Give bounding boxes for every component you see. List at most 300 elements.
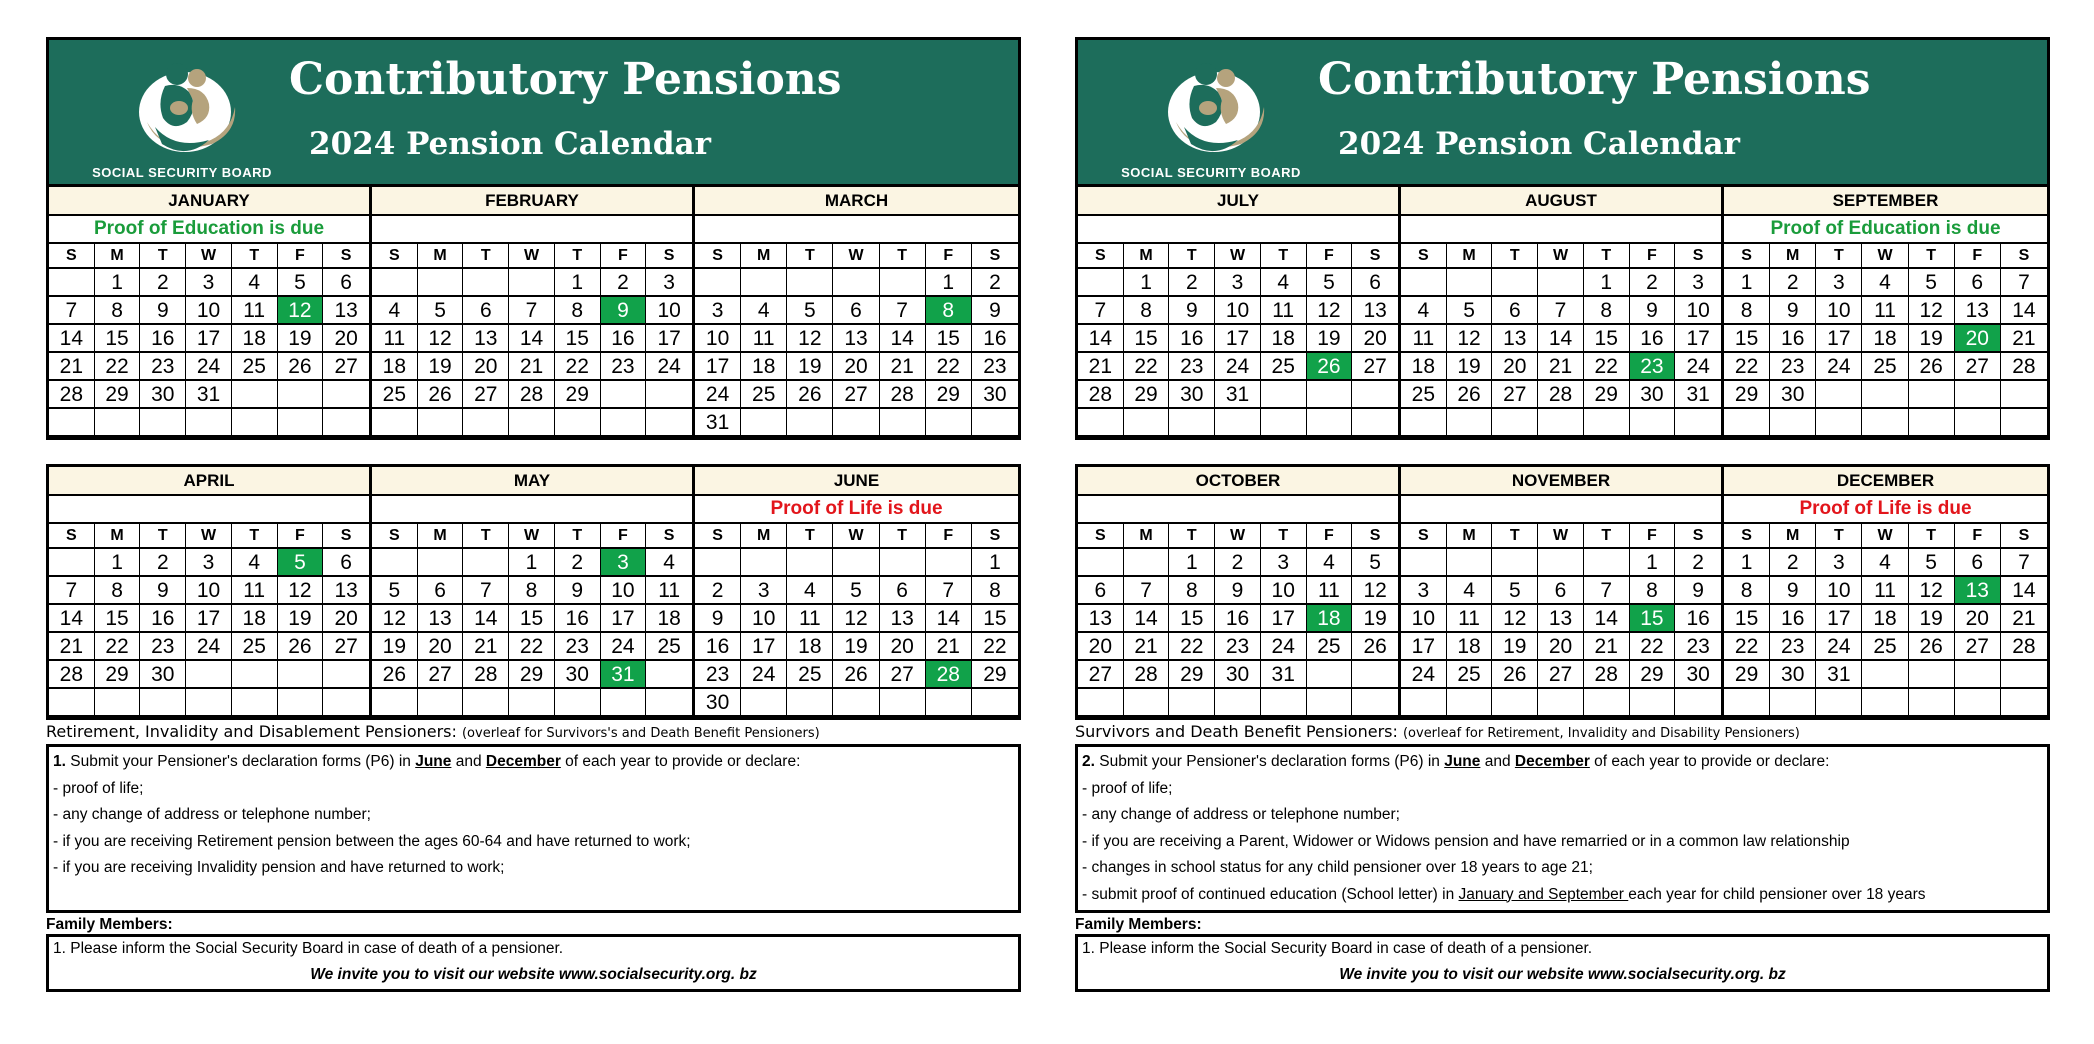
section-heading — [46, 720, 1021, 744]
day-cell: 2 — [1770, 549, 1816, 577]
empty-cell — [1955, 409, 2001, 437]
family-note: 1. Please inform the Social Security Board in case of death of a pensioner. — [53, 940, 564, 957]
empty-cell — [463, 689, 509, 717]
day-cell: 10 — [1675, 297, 1721, 325]
day-cell: 3 — [1816, 269, 1862, 297]
empty-cell — [1124, 689, 1170, 717]
payment-day-cell: 23 — [1630, 353, 1676, 381]
day-cell: 25 — [1307, 633, 1353, 661]
day-cell: 1 — [509, 549, 555, 577]
day-cell: 27 — [323, 633, 369, 661]
day-cell: 29 — [1584, 381, 1630, 409]
day-cell: 11 — [1401, 325, 1447, 353]
day-cell: 14 — [1538, 325, 1584, 353]
weekday-header: W — [1215, 244, 1261, 269]
day-cell: 26 — [833, 661, 879, 689]
instruction-text: and — [1480, 753, 1515, 770]
empty-cell — [1816, 381, 1862, 409]
spacer — [1075, 440, 2050, 464]
month-name: JANUARY — [49, 187, 369, 216]
day-cell: 5 — [1352, 549, 1398, 577]
day-cell: 27 — [1492, 381, 1538, 409]
day-cell: 23 — [601, 353, 647, 381]
day-cell: 13 — [880, 605, 926, 633]
day-cell: 2 — [1770, 269, 1816, 297]
day-cell: 5 — [278, 269, 324, 297]
day-cell: 17 — [646, 325, 692, 353]
empty-cell — [1538, 409, 1584, 437]
day-cell: 1 — [1124, 269, 1170, 297]
empty-cell — [741, 689, 787, 717]
empty-cell — [509, 409, 555, 437]
day-cell: 4 — [1261, 269, 1307, 297]
empty-cell — [1675, 689, 1721, 717]
weekday-header: S — [972, 524, 1018, 549]
weekday-header: T — [880, 524, 926, 549]
day-cell: 21 — [1078, 353, 1124, 381]
day-cell: 7 — [463, 577, 509, 605]
day-cell: 2 — [1169, 269, 1215, 297]
day-cell: 11 — [232, 297, 278, 325]
day-cell: 7 — [509, 297, 555, 325]
empty-cell — [232, 381, 278, 409]
day-cell: 3 — [1401, 577, 1447, 605]
month-name: DECEMBER — [1724, 467, 2047, 496]
day-cell: 5 — [787, 297, 833, 325]
weekday-header: S — [49, 524, 95, 549]
month-grid — [1724, 524, 2047, 717]
day-cell: 28 — [1538, 381, 1584, 409]
weekday-header: S — [1724, 524, 1770, 549]
empty-cell — [1078, 409, 1124, 437]
empty-cell — [1909, 689, 1955, 717]
weekday-header: S — [646, 244, 692, 269]
day-cell: 25 — [787, 661, 833, 689]
day-cell: 14 — [509, 325, 555, 353]
weekday-header: T — [232, 524, 278, 549]
day-cell: 10 — [695, 325, 741, 353]
day-cell: 18 — [1447, 633, 1493, 661]
weekday-header: S — [1401, 244, 1447, 269]
weekday-header: M — [1770, 244, 1816, 269]
empty-cell — [278, 689, 324, 717]
month-grid — [49, 524, 369, 717]
day-cell: 22 — [1124, 353, 1170, 381]
instruction-text: and — [451, 753, 486, 770]
empty-cell — [49, 549, 95, 577]
empty-cell — [509, 269, 555, 297]
empty-cell — [1401, 549, 1447, 577]
page-subtitle: 2024 Pension Calendar — [309, 126, 711, 162]
day-cell: 26 — [1909, 633, 1955, 661]
day-cell: 2 — [140, 269, 186, 297]
day-cell: 20 — [418, 633, 464, 661]
day-cell: 31 — [1816, 661, 1862, 689]
empty-cell — [787, 549, 833, 577]
day-cell: 5 — [1909, 269, 1955, 297]
day-cell: 11 — [741, 325, 787, 353]
day-cell: 1 — [1169, 549, 1215, 577]
weekday-header: T — [463, 244, 509, 269]
months-row — [1075, 464, 2050, 720]
day-cell: 10 — [186, 577, 232, 605]
day-cell: 8 — [972, 577, 1018, 605]
instruction-text: January and September — [1458, 885, 1629, 903]
day-cell: 17 — [1261, 605, 1307, 633]
day-cell: 9 — [140, 577, 186, 605]
empty-cell — [1538, 689, 1584, 717]
day-cell: 22 — [926, 353, 972, 381]
family-note: 1. Please inform the Social Security Board in case of death of a pensioner. — [1082, 940, 1593, 957]
family-box — [46, 934, 1021, 992]
weekday-header: F — [601, 524, 647, 549]
day-cell: 27 — [418, 661, 464, 689]
day-cell: 9 — [1675, 577, 1721, 605]
day-cell: 21 — [463, 633, 509, 661]
weekday-header: F — [926, 244, 972, 269]
day-cell: 18 — [1862, 325, 1908, 353]
instruction-line — [53, 776, 1014, 803]
empty-cell — [646, 661, 692, 689]
empty-cell — [1955, 381, 2001, 409]
day-cell: 29 — [926, 381, 972, 409]
day-cell: 24 — [1215, 353, 1261, 381]
day-cell: 22 — [1584, 353, 1630, 381]
weekday-header: T — [1492, 244, 1538, 269]
page-title: Contributory Pensions — [289, 54, 842, 105]
instruction-text: - changes in school status for any child pensioner over 18 years to age 21; — [1082, 859, 1593, 876]
day-cell: 25 — [646, 633, 692, 661]
day-cell: 23 — [972, 353, 1018, 381]
day-cell: 19 — [1307, 325, 1353, 353]
empty-cell — [1538, 269, 1584, 297]
weekday-header: F — [278, 244, 324, 269]
weekday-header: F — [1630, 244, 1676, 269]
day-cell: 3 — [646, 269, 692, 297]
day-cell: 8 — [1724, 577, 1770, 605]
day-cell: 17 — [186, 605, 232, 633]
day-cell: 6 — [323, 549, 369, 577]
day-cell: 15 — [95, 325, 141, 353]
day-cell: 1 — [972, 549, 1018, 577]
empty-cell — [463, 409, 509, 437]
month-note — [372, 496, 692, 524]
day-cell: 8 — [95, 297, 141, 325]
day-cell: 14 — [463, 605, 509, 633]
calendar-panel — [46, 37, 1021, 992]
weekday-header: F — [1630, 524, 1676, 549]
weekday-header: M — [418, 524, 464, 549]
day-cell: 15 — [972, 605, 1018, 633]
instruction-text: - if you are receiving Invalidity pension and have returned to work; — [53, 859, 505, 876]
day-cell: 14 — [926, 605, 972, 633]
section-subtitle: (overleaf for Survivors's and Death Benefit Pensioners) — [461, 726, 820, 741]
empty-cell — [1352, 689, 1398, 717]
day-cell: 15 — [509, 605, 555, 633]
day-cell: 22 — [509, 633, 555, 661]
website-invite: We invite you to visit our website www.socialsecurity.org. bz — [310, 966, 757, 983]
empty-cell — [1352, 409, 1398, 437]
empty-cell — [1078, 689, 1124, 717]
day-cell: 30 — [140, 381, 186, 409]
day-cell: 2 — [1675, 549, 1721, 577]
empty-cell — [926, 549, 972, 577]
instruction-line — [1082, 829, 2043, 856]
payment-day-cell: 20 — [1955, 325, 2001, 353]
day-cell: 19 — [278, 325, 324, 353]
weekday-header: S — [1078, 244, 1124, 269]
day-cell: 29 — [95, 381, 141, 409]
day-cell: 4 — [1862, 549, 1908, 577]
day-cell: 6 — [418, 577, 464, 605]
instruction-line — [1082, 749, 2043, 776]
section-title: Retirement, Invalidity and Disablement Pensioners: — [46, 722, 457, 741]
empty-cell — [1078, 269, 1124, 297]
weekday-header: F — [926, 524, 972, 549]
instruction-text: December — [485, 753, 561, 770]
day-cell: 18 — [232, 325, 278, 353]
day-cell: 8 — [95, 577, 141, 605]
day-cell: 4 — [1307, 549, 1353, 577]
weekday-header: F — [278, 524, 324, 549]
empty-cell — [1261, 689, 1307, 717]
empty-cell — [926, 409, 972, 437]
weekday-header: W — [833, 524, 879, 549]
months-row — [1075, 187, 2050, 440]
weekday-header: S — [2001, 524, 2047, 549]
day-cell: 21 — [926, 633, 972, 661]
weekday-header: F — [1307, 524, 1353, 549]
day-cell: 6 — [880, 577, 926, 605]
day-cell: 2 — [1630, 269, 1676, 297]
instruction-text: December — [1514, 753, 1590, 770]
empty-cell — [880, 269, 926, 297]
day-cell: 7 — [49, 297, 95, 325]
day-cell: 5 — [1447, 297, 1493, 325]
day-cell: 15 — [555, 325, 601, 353]
weekday-header: W — [1862, 524, 1908, 549]
day-cell: 10 — [601, 577, 647, 605]
instruction-text: - if you are receiving Retirement pension between the ages 60-64 and have returned to work; — [53, 832, 691, 850]
family-heading: Family Members: — [46, 916, 173, 933]
day-cell: 21 — [2001, 325, 2047, 353]
day-cell: 29 — [1630, 661, 1676, 689]
day-cell: 23 — [1770, 633, 1816, 661]
empty-cell — [601, 409, 647, 437]
day-cell: 9 — [555, 577, 601, 605]
month-note — [1401, 216, 1721, 244]
day-cell: 20 — [323, 605, 369, 633]
day-cell: 8 — [509, 577, 555, 605]
day-cell: 17 — [601, 605, 647, 633]
day-cell: 19 — [418, 353, 464, 381]
month-name: AUGUST — [1401, 187, 1721, 216]
month-name: JULY — [1078, 187, 1398, 216]
instruction-line — [1082, 776, 2043, 803]
empty-cell — [1078, 549, 1124, 577]
day-cell: 17 — [1215, 325, 1261, 353]
weekday-header: W — [186, 244, 232, 269]
day-cell: 23 — [555, 633, 601, 661]
day-cell: 4 — [1862, 269, 1908, 297]
month-december — [1724, 467, 2047, 717]
day-cell: 11 — [232, 577, 278, 605]
weekday-header: F — [1955, 524, 2001, 549]
day-cell: 7 — [2001, 549, 2047, 577]
day-cell: 13 — [463, 325, 509, 353]
empty-cell — [1770, 409, 1816, 437]
day-cell: 24 — [1401, 661, 1447, 689]
month-grid — [372, 244, 692, 437]
day-cell: 26 — [1447, 381, 1493, 409]
empty-cell — [49, 269, 95, 297]
weekday-header: T — [1169, 524, 1215, 549]
empty-cell — [418, 549, 464, 577]
weekday-header: T — [140, 244, 186, 269]
instruction-line — [1082, 802, 2043, 829]
empty-cell — [49, 689, 95, 717]
day-cell: 7 — [880, 297, 926, 325]
weekday-header: S — [1724, 244, 1770, 269]
weekday-header: M — [741, 244, 787, 269]
day-cell: 8 — [1584, 297, 1630, 325]
payment-day-cell: 28 — [926, 661, 972, 689]
day-cell: 20 — [463, 353, 509, 381]
weekday-header: T — [1816, 244, 1862, 269]
month-note — [49, 496, 369, 524]
day-cell: 9 — [1630, 297, 1676, 325]
day-cell: 17 — [1816, 605, 1862, 633]
empty-cell — [1215, 689, 1261, 717]
day-cell: 21 — [49, 353, 95, 381]
instruction-text: Submit your Pensioner's declaration forms (P6) in — [65, 753, 416, 770]
day-cell: 6 — [1352, 269, 1398, 297]
empty-cell — [232, 661, 278, 689]
instructions-box — [1075, 744, 2050, 913]
day-cell: 7 — [49, 577, 95, 605]
empty-cell — [972, 689, 1018, 717]
day-cell: 24 — [186, 353, 232, 381]
day-cell: 3 — [1816, 549, 1862, 577]
day-cell: 16 — [140, 325, 186, 353]
payment-day-cell: 5 — [278, 549, 324, 577]
day-cell: 6 — [1078, 577, 1124, 605]
month-note: Proof of Education is due — [49, 216, 369, 244]
instruction-line — [53, 749, 1014, 776]
day-cell: 20 — [1492, 353, 1538, 381]
month-note — [1401, 496, 1721, 524]
empty-cell — [278, 381, 324, 409]
day-cell: 14 — [1124, 605, 1170, 633]
day-cell: 3 — [186, 269, 232, 297]
day-cell: 18 — [1862, 605, 1908, 633]
day-cell: 11 — [1862, 577, 1908, 605]
day-cell: 8 — [1724, 297, 1770, 325]
day-cell: 25 — [1447, 661, 1493, 689]
day-cell: 8 — [555, 297, 601, 325]
day-cell: 18 — [787, 633, 833, 661]
empty-cell — [972, 409, 1018, 437]
day-cell: 29 — [1724, 381, 1770, 409]
months-row — [46, 187, 1021, 440]
empty-cell — [323, 689, 369, 717]
family-heading: Family Members: — [1075, 916, 1202, 933]
month-grid — [1401, 524, 1721, 717]
weekday-header: T — [555, 524, 601, 549]
instruction-text: of each year to provide or declare: — [1589, 753, 1830, 770]
empty-cell — [1584, 409, 1630, 437]
day-cell: 10 — [1215, 297, 1261, 325]
day-cell: 12 — [1909, 577, 1955, 605]
empty-cell — [1816, 409, 1862, 437]
empty-cell — [646, 381, 692, 409]
day-cell: 8 — [1169, 577, 1215, 605]
day-cell: 10 — [1816, 577, 1862, 605]
day-cell: 11 — [1862, 297, 1908, 325]
day-cell: 26 — [1909, 353, 1955, 381]
empty-cell — [1307, 381, 1353, 409]
day-cell: 26 — [1492, 661, 1538, 689]
weekday-header: S — [1675, 524, 1721, 549]
empty-cell — [1307, 409, 1353, 437]
empty-cell — [1955, 661, 2001, 689]
day-cell: 20 — [1955, 605, 2001, 633]
empty-cell — [372, 409, 418, 437]
day-cell: 23 — [1215, 633, 1261, 661]
weekday-header: W — [1538, 244, 1584, 269]
day-cell: 4 — [232, 269, 278, 297]
day-cell: 17 — [1816, 325, 1862, 353]
empty-cell — [833, 269, 879, 297]
empty-cell — [1169, 689, 1215, 717]
weekday-header: T — [232, 244, 278, 269]
day-cell: 1 — [1584, 269, 1630, 297]
weekday-header: T — [140, 524, 186, 549]
empty-cell — [1909, 381, 1955, 409]
day-cell: 7 — [1584, 577, 1630, 605]
month-grid — [1078, 244, 1398, 437]
instruction-text: June — [415, 753, 452, 770]
day-cell: 12 — [278, 577, 324, 605]
day-cell: 16 — [555, 605, 601, 633]
empty-cell — [186, 409, 232, 437]
weekday-header: F — [1307, 244, 1353, 269]
empty-cell — [1447, 409, 1493, 437]
empty-cell — [140, 689, 186, 717]
day-cell: 7 — [926, 577, 972, 605]
day-cell: 25 — [1401, 381, 1447, 409]
empty-cell — [1261, 381, 1307, 409]
empty-cell — [601, 381, 647, 409]
day-cell: 3 — [186, 549, 232, 577]
day-cell: 18 — [1261, 325, 1307, 353]
instruction-line — [53, 829, 1014, 856]
section-title: Survivors and Death Benefit Pensioners: — [1075, 722, 1398, 741]
day-cell: 27 — [1078, 661, 1124, 689]
instruction-text: - if you are receiving a Parent, Widower or Widows pension and have remarried or in a common law relationship — [1082, 832, 1850, 850]
empty-cell — [372, 269, 418, 297]
payment-day-cell: 26 — [1307, 353, 1353, 381]
day-cell: 24 — [1675, 353, 1721, 381]
day-cell: 31 — [695, 409, 741, 437]
day-cell: 15 — [1124, 325, 1170, 353]
instruction-line — [53, 882, 1014, 909]
weekday-header: M — [95, 524, 141, 549]
empty-cell — [1401, 689, 1447, 717]
day-cell: 28 — [509, 381, 555, 409]
day-cell: 25 — [232, 633, 278, 661]
instruction-text: Submit your Pensioner's declaration forms (P6) in — [1094, 753, 1445, 770]
